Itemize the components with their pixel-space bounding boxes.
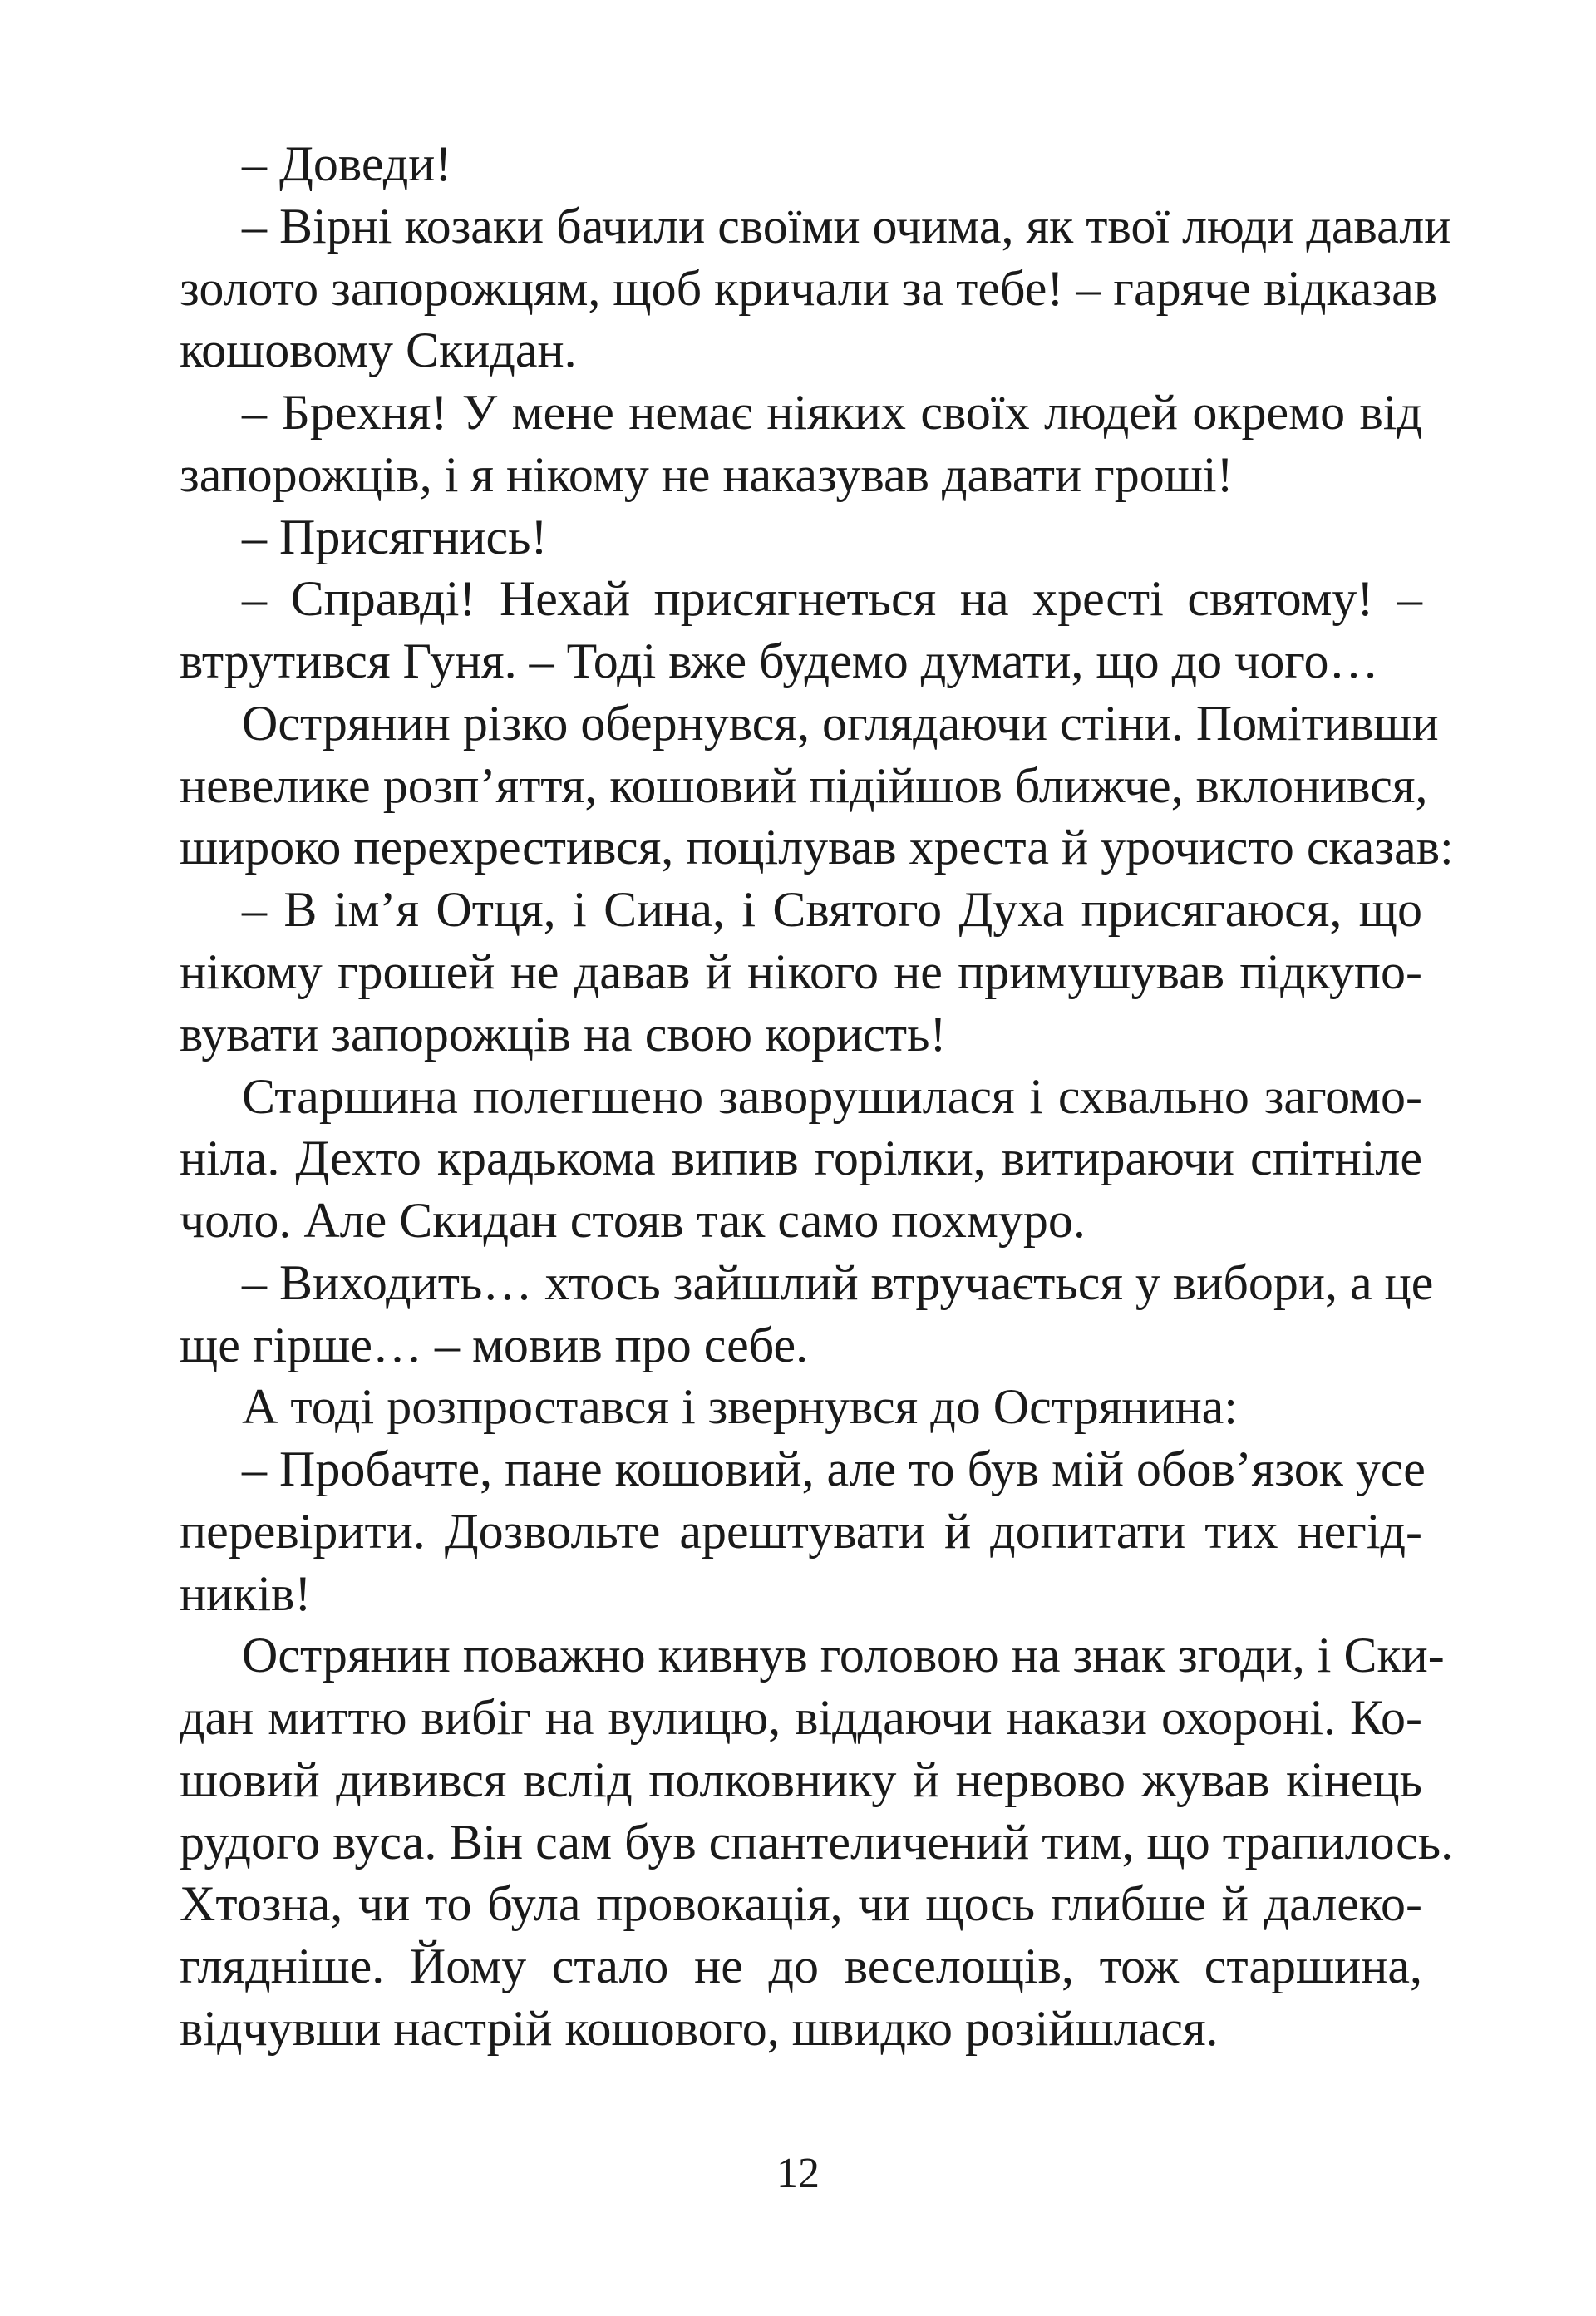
text-line: вувати запорожців на свою користь! — [180, 1006, 947, 1062]
text-line: нікому грошей не давав й нікого не примушував підкупо- — [180, 944, 1422, 999]
text-line: чоло. Але Скидан стояв так само похмуро. — [180, 1193, 1086, 1249]
text-line: – Справді! Нехай присягнеться на хресті святому! – — [242, 571, 1422, 627]
text-line: невелике розп’яття, кошовий підійшов ближче, вклонився, — [180, 757, 1428, 813]
text-line: кошовому Скидан. — [180, 323, 577, 378]
text-line: – Доведи! — [242, 136, 452, 191]
text-line: А тоді розпростався і звернувся до Острянина: — [242, 1379, 1238, 1435]
text-line: Хтозна, чи то була провокація, чи щось глибше й далеко- — [180, 1876, 1422, 1932]
text-line: запорожців, і я нікому не наказував давати гроші! — [180, 446, 1234, 502]
text-line: золото запорожцям, щоб кричали за тебе! – гаряче відказав — [180, 260, 1438, 316]
text-line: – Вірні козаки бачили своїми очима, як твої люди давали — [242, 198, 1451, 254]
text-line: – Брехня! У мене немає ніяких своїх людей окремо від — [242, 385, 1422, 441]
text-line: – Присягнись! — [242, 509, 548, 564]
text-line: – В ім’я Отця, і Сина, і Святого Духа присягаюся, що — [242, 882, 1422, 938]
text-line: втрутився Гуня. – Тоді вже будемо думати, що до чого… — [180, 633, 1379, 689]
text-line: відчувши настрій кошового, швидко розійшлася. — [180, 2001, 1219, 2056]
text-line: рудого вуса. Він сам був спантеличений тим, що трапилось. — [180, 1814, 1454, 1870]
text-line: глядніше. Йому стало не до веселощів, тож старшина, — [180, 1939, 1422, 1994]
text-line: – Пробачте, пане кошовий, але то був мій обов’язок усе — [242, 1441, 1426, 1497]
text-line: ників! — [180, 1565, 312, 1621]
text-line: ще гірше… – мовив про себе. — [180, 1317, 809, 1372]
text-line: Старшина полегшено заворушилася і схвально загомо- — [242, 1068, 1422, 1124]
text-line: широко перехрестився, поцілував хреста й урочисто сказав: — [180, 820, 1454, 875]
text-line: перевірити. Дозвольте арештувати й допитати тих негід- — [180, 1503, 1422, 1559]
text-line: дан миттю вибіг на вулицю, віддаючи накази охороні. Ко- — [180, 1690, 1422, 1746]
page-number: 12 — [776, 2150, 820, 2197]
text-line: Острянин поважно кивнув головою на знак згоди, і Ски- — [242, 1628, 1445, 1683]
text-line: – Виходить… хтось зайшлий втручається у вибори, а це — [242, 1254, 1434, 1310]
text-line: шовий дивився вслід полковнику й нервово жував кінець — [180, 1752, 1422, 1807]
text-line: ніла. Дехто крадькома випив горілки, витираючи спітніле — [180, 1131, 1422, 1186]
text-line: Острянин різко обернувся, оглядаючи стіни. Помітивши — [242, 695, 1439, 751]
